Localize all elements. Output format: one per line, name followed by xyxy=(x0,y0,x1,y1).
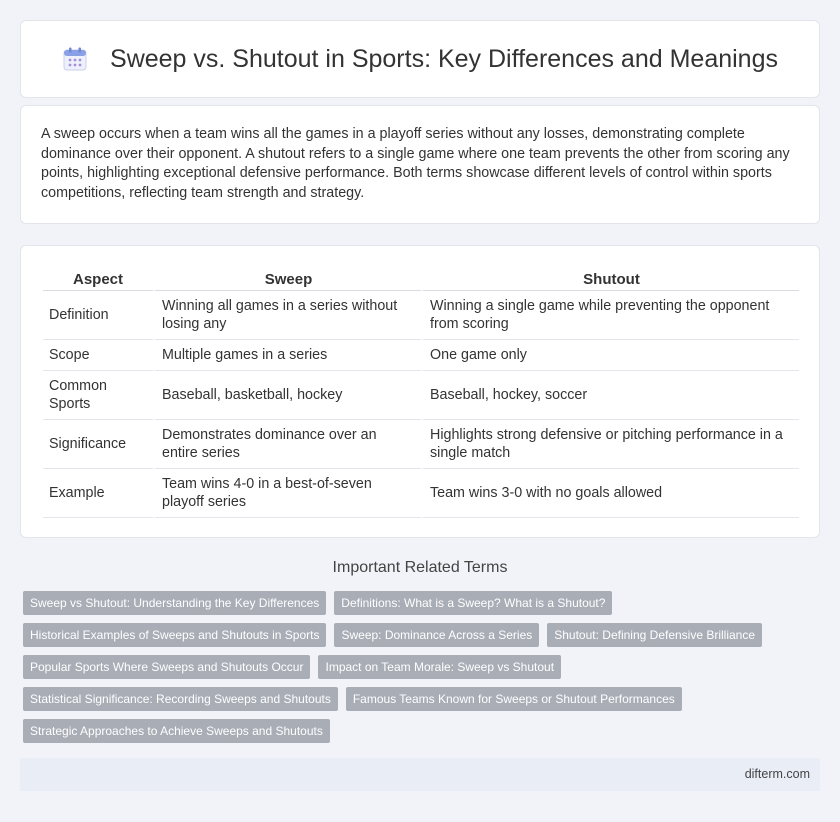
header-shutout: Shutout xyxy=(421,266,799,291)
table-cell: Team wins 3-0 with no goals allowed xyxy=(421,469,799,518)
tag-row xyxy=(23,687,823,711)
tag-row xyxy=(23,655,823,679)
table-cell: Demonstrates dominance over an entire series xyxy=(153,420,421,469)
table-cell: Winning all games in a series without losing any xyxy=(153,291,421,340)
calendar-icon xyxy=(62,46,88,72)
table-cell: Example xyxy=(43,469,153,518)
tag-row xyxy=(23,719,823,743)
table-cell: Team wins 4-0 in a best-of-seven playoff series xyxy=(153,469,421,518)
related-term-tag[interactable]: Sweep: Dominance Across a Series xyxy=(334,623,539,647)
table-cell: Highlights strong defensive or pitching performance in a single match xyxy=(421,420,799,469)
page-header xyxy=(20,20,820,98)
table-cell: Scope xyxy=(43,340,153,371)
related-term-tag[interactable]: Definitions: What is a Sweep? What is a Shutout? xyxy=(334,591,612,615)
related-term-tag[interactable]: Shutout: Defining Defensive Brilliance xyxy=(547,623,762,647)
footer xyxy=(20,758,820,791)
header-aspect: Aspect xyxy=(43,266,153,291)
table-cell: Definition xyxy=(43,291,153,340)
tag-row xyxy=(23,623,823,647)
table-cell: Multiple games in a series xyxy=(153,340,421,371)
tag-row xyxy=(23,591,823,615)
table-cell: Winning a single game while preventing the opponent from scoring xyxy=(421,291,799,340)
table-row xyxy=(43,291,799,340)
related-terms-title: Important Related Terms xyxy=(332,559,508,576)
table-cell: Baseball, basketball, hockey xyxy=(153,371,421,420)
footer-site-link[interactable]: difterm.com xyxy=(744,767,810,781)
table-cell: One game only xyxy=(421,340,799,371)
related-term-tag[interactable]: Impact on Team Morale: Sweep vs Shutout xyxy=(318,655,561,679)
table-row xyxy=(43,420,799,469)
table-row xyxy=(43,371,799,420)
related-term-tag[interactable]: Popular Sports Where Sweeps and Shutouts Occur xyxy=(23,655,310,679)
table-row xyxy=(43,340,799,371)
related-term-tag[interactable]: Famous Teams Known for Sweeps or Shutout Performances xyxy=(346,687,682,711)
related-term-tag[interactable]: Historical Examples of Sweeps and Shutouts in Sports xyxy=(23,623,326,647)
intro-text: A sweep occurs when a team wins all the games in a playoff series without any losses, demonstrating complete dominance over their opponent. A shutout refers to a single game where one team prevents the other from scoring any points, highlighting exceptional defensive performance. Both terms showcase different levels of control within sports competitions, reflecting team strength and strategy. xyxy=(41,126,790,201)
related-term-tag[interactable]: Strategic Approaches to Achieve Sweeps and Shutouts xyxy=(23,719,330,743)
comparison-table-card xyxy=(20,245,820,538)
table-cell: Baseball, hockey, soccer xyxy=(421,371,799,420)
table-cell: Common Sports xyxy=(43,371,153,420)
related-term-tag[interactable]: Sweep vs Shutout: Understanding the Key Differences xyxy=(23,591,326,615)
header-sweep: Sweep xyxy=(153,266,421,291)
table-row xyxy=(43,469,799,518)
page-title: Sweep vs. Shutout in Sports: Key Differences and Meanings xyxy=(110,44,778,73)
comparison-table xyxy=(43,266,799,518)
table-header-row xyxy=(43,266,799,291)
related-term-tag[interactable]: Statistical Significance: Recording Sweeps and Shutouts xyxy=(23,687,338,711)
table-cell: Significance xyxy=(43,420,153,469)
intro-section xyxy=(20,105,820,224)
related-terms-list xyxy=(23,591,823,751)
